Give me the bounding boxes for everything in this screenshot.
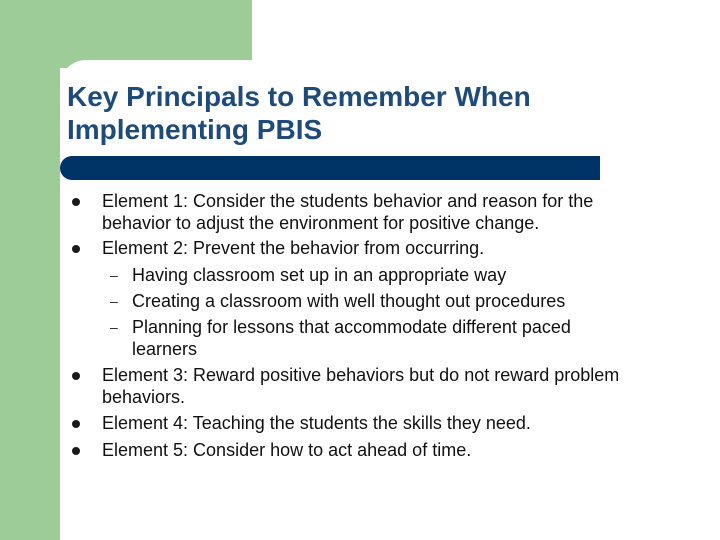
bullet-text: Element 4: Teaching the students the skills they need. xyxy=(102,413,531,433)
dash-icon: – xyxy=(110,319,118,335)
sub-bullet-item-classroom-setup xyxy=(110,264,632,286)
bullet-item-element-1 xyxy=(102,190,662,234)
bullet-text: Element 1: Consider the students behavior and reason for the behavior to adjust the environment for positive change. xyxy=(102,191,594,233)
sub-bullet-text: Creating a classroom with well thought out procedures xyxy=(132,291,566,311)
sub-bullet-text: Having classroom set up in an appropriate way xyxy=(132,265,507,285)
bullet-dot-icon xyxy=(72,372,80,380)
bullet-text: Element 3: Reward positive behaviors but do not reward problem behaviors. xyxy=(102,365,620,407)
bullet-text: Element 2: Prevent the behavior from occurring. xyxy=(102,238,485,258)
dash-icon: – xyxy=(110,293,118,309)
slide-title: Key Principals to Remember When Implementing PBIS xyxy=(67,81,531,145)
bullet-dot-icon xyxy=(72,447,80,455)
bullet-item-element-3 xyxy=(102,364,662,408)
dash-icon: – xyxy=(110,267,118,283)
bullet-dot-icon xyxy=(72,245,80,253)
bullet-text: Element 5: Consider how to act ahead of time. xyxy=(102,440,472,460)
bullet-item-element-4 xyxy=(102,412,662,434)
sub-bullet-item-procedures xyxy=(110,290,632,312)
bullet-dot-icon xyxy=(72,420,80,428)
bullet-item-element-5 xyxy=(102,439,662,461)
sub-bullet-text: Planning for lessons that accommodate different paced learners xyxy=(132,317,571,359)
bullet-item-element-2 xyxy=(102,237,662,259)
sub-bullet-item-lessons xyxy=(110,316,632,360)
bullet-dot-icon xyxy=(72,198,80,206)
